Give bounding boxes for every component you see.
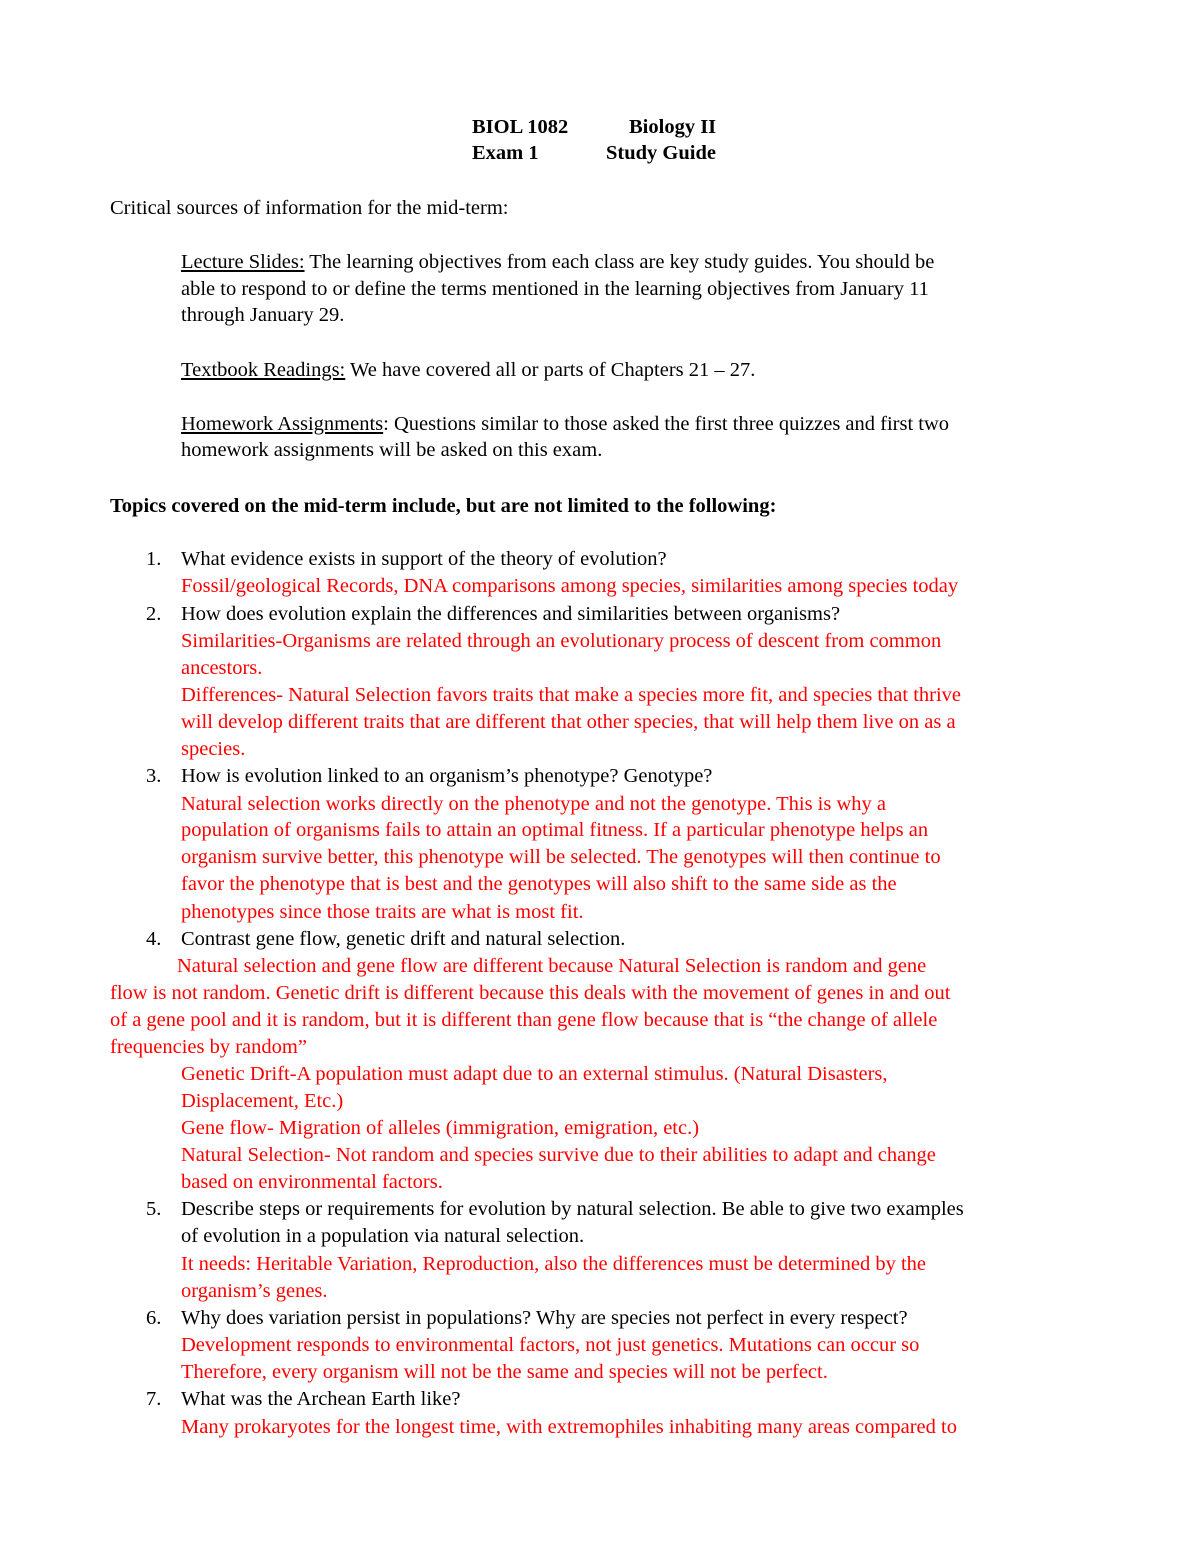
course-name: Biology II — [629, 116, 717, 138]
answer-text: Therefore, every organism will not be the same and species will not be perfect. — [181, 1361, 828, 1383]
answer-text: Gene flow- Migration of alleles (immigration, emigration, etc.) — [181, 1117, 700, 1139]
answer-paragraph: frequencies by random” — [110, 1036, 307, 1058]
source-text: : Questions similar to those asked the first three quizzes and first two — [383, 413, 950, 435]
answer-text: favor the phenotype that is best and the genotypes will also shift to the same side as the — [181, 873, 897, 895]
topics-heading: Topics covered on the mid-term include, but are not limited to the following: — [110, 495, 777, 517]
answer-text: species. — [181, 738, 246, 760]
item-number: 5. — [146, 1198, 162, 1220]
source-text: through January 29. — [181, 304, 345, 326]
question-text: How is evolution linked to an organism’s phenotype? Genotype? — [181, 765, 713, 787]
answer-paragraph: of a gene pool and it is random, but it is different than gene flow because that is “the change of allele — [110, 1009, 938, 1031]
answer-text: population of organisms fails to attain an optimal fitness. If a particular phenotype helps an — [181, 819, 929, 841]
source-textbook-readings — [181, 357, 755, 383]
item-number: 1. — [146, 548, 162, 570]
answer-text: Genetic Drift-A population must adapt due to an external stimulus. (Natural Disasters, — [181, 1063, 888, 1085]
answer-text: will develop different traits that are different that other species, that will help them live on as a — [181, 711, 956, 733]
source-text: able to respond to or define the terms mentioned in the learning objectives from January 11 — [181, 278, 929, 300]
intro-text: Critical sources of information for the mid-term: — [110, 197, 509, 219]
item-number: 4. — [146, 928, 162, 950]
answer-text: organism survive better, this phenotype will be selected. The genotypes will then continue to — [181, 846, 941, 868]
question-text: of evolution in a population via natural selection. — [181, 1225, 585, 1247]
answer-text: It needs: Heritable Variation, Reproduction, also the differences must be determined by the — [181, 1253, 926, 1275]
answer-text: Natural selection works directly on the phenotype and not the genotype. This is why a — [181, 793, 886, 815]
answer-text: Natural Selection- Not random and species survive due to their abilities to adapt and change — [181, 1144, 936, 1166]
source-homework-assignments — [181, 411, 949, 437]
answer-text: Many prokaryotes for the longest time, with extremophiles inhabiting many areas compared to — [181, 1416, 957, 1438]
question-text: What evidence exists in support of the theory of evolution? — [181, 548, 667, 570]
source-label: Textbook Readings: — [181, 359, 346, 381]
source-text: We have covered all or parts of Chapters 21 – 27. — [345, 359, 756, 381]
item-number: 6. — [146, 1307, 162, 1329]
question-text: How does evolution explain the differences and similarities between organisms? — [181, 603, 841, 625]
item-number: 2. — [146, 603, 162, 625]
answer-text: Similarities-Organisms are related through an evolutionary process of descent from common — [181, 630, 942, 652]
source-text: The learning objectives from each class are key study guides. You should be — [304, 251, 935, 273]
answer-paragraph: flow is not random. Genetic drift is different because this deals with the movement of genes in and out — [110, 982, 951, 1004]
question-text: Describe steps or requirements for evolution by natural selection. Be able to give two examples — [181, 1198, 964, 1220]
course-code: BIOL 1082 — [472, 116, 569, 138]
answer-text: phenotypes since those traits are what is most fit. — [181, 901, 584, 923]
answer-text: Development responds to environmental factors, not just genetics. Mutations can occur so — [181, 1334, 920, 1356]
answer-text: organism’s genes. — [181, 1280, 328, 1302]
exam-title: Exam 1 — [472, 142, 539, 164]
answer-text: Displacement, Etc.) — [181, 1090, 344, 1112]
source-label: Homework Assignments — [181, 413, 384, 435]
doc-type: Study Guide — [606, 142, 716, 164]
answer-text: based on environmental factors. — [181, 1171, 443, 1193]
answer-paragraph: Natural selection and gene flow are different because Natural Selection is random and gene — [177, 955, 927, 977]
question-text: What was the Archean Earth like? — [181, 1388, 461, 1410]
source-lecture-slides — [181, 249, 934, 275]
item-number: 3. — [146, 765, 162, 787]
source-label: Lecture Slides: — [181, 251, 305, 273]
answer-text: ancestors. — [181, 657, 263, 679]
question-text: Why does variation persist in populations? Why are species not perfect in every respect? — [181, 1307, 908, 1329]
answer-text: Fossil/geological Records, DNA comparisons among species, similarities among species today — [181, 575, 959, 597]
source-text: homework assignments will be asked on this exam. — [181, 439, 603, 461]
question-text: Contrast gene flow, genetic drift and natural selection. — [181, 928, 626, 950]
answer-text: Differences- Natural Selection favors traits that make a species more fit, and species that thrive — [181, 684, 962, 706]
item-number: 7. — [146, 1388, 162, 1410]
